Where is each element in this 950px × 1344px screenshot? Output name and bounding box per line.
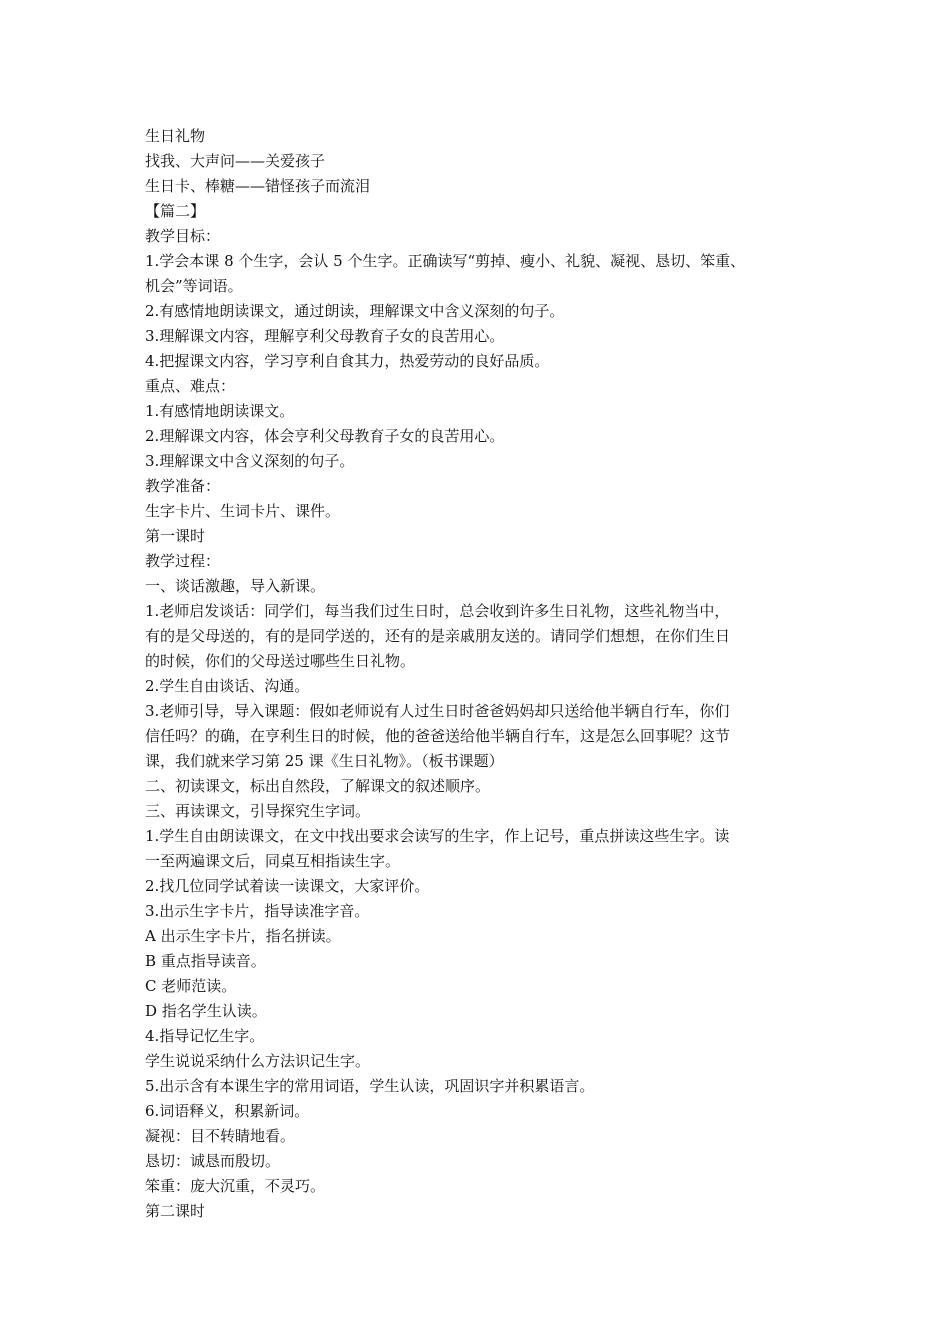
text-line: 生日礼物 (145, 127, 206, 145)
text-line: B 重点指导读音。 (145, 952, 266, 970)
text-line: 1.学会本课 8 个生字，会认 5 个生字。正确读写“剪掉、瘦小、礼貌、凝视、恳切、笨重、 (145, 252, 746, 270)
text-line: 4.把握课文内容，学习亨利自食其力，热爱劳动的良好品质。 (145, 352, 550, 370)
text-line: 重点、难点： (145, 377, 236, 395)
text-line: 一、谈话激趣，导入新课。 (145, 577, 326, 595)
text-line: 4.指导记忆生字。 (145, 1027, 265, 1045)
text-line: 教学过程： (145, 552, 221, 570)
text-line: 3.出示生字卡片，指导读准字音。 (145, 902, 370, 920)
text-line: 第一课时 (145, 527, 206, 545)
text-line: 一至两遍课文后，同桌互相指读生字。 (145, 852, 401, 870)
text-line: 机会”等词语。 (145, 277, 243, 295)
text-line: 2.理解课文内容，体会亨利父母教育子女的良苦用心。 (145, 427, 505, 445)
text-line: 生字卡片、生词卡片、课件。 (145, 502, 341, 520)
text-line: 教学目标： (145, 227, 221, 245)
text-line: 找我、大声问——关爱孩子 (145, 152, 326, 170)
text-line: 恳切：诚恳而殷切。 (145, 1152, 281, 1170)
text-line: 【篇二】 (145, 202, 206, 220)
text-line: 凝视：目不转睛地看。 (145, 1127, 296, 1145)
text-line: 2.有感情地朗读课文，通过朗读，理解课文中含义深刻的句子。 (145, 302, 565, 320)
text-line: 1.有感情地朗读课文。 (145, 402, 295, 420)
text-line: 3.理解课文中含义深刻的句子。 (145, 452, 355, 470)
text-line: 6.词语释义，积累新词。 (145, 1102, 310, 1120)
text-line: 3.理解课文内容，理解亨利父母教育子女的良苦用心。 (145, 327, 505, 345)
text-line: 有的是父母送的，有的是同学送的，还有的是亲戚朋友送的。请同学们想想，在你们生日 (145, 627, 731, 645)
text-line: 5.出示含有本课生字的常用词语，学生认读，巩固识字并积累语言。 (145, 1077, 595, 1095)
text-line: 3.老师引导，导入课题：假如老师说有人过生日时爸爸妈妈却只送给他半辆自行车，你们 (145, 702, 730, 720)
text-line: 生日卡、棒糖——错怪孩子而流泪 (145, 177, 371, 195)
text-line: 教学准备： (145, 477, 221, 495)
text-line: 2.找几位同学试着读一读课文，大家评价。 (145, 877, 430, 895)
text-line: 二、初读课文，标出自然段，了解课文的叙述顺序。 (145, 777, 491, 795)
text-line: 1.学生自由朗读课文，在文中找出要求会读写的生字，作上记号，重点拼读这些生字。读 (145, 827, 730, 845)
text-line: C 老师范读。 (145, 977, 237, 995)
text-line: 信任吗？的确，在亨利生日的时候，他的爸爸送给他半辆自行车，这是怎么回事呢？这节 (145, 727, 731, 745)
text-line: 课，我们就来学习第 25 课《生日礼物》。（板书课题） (145, 752, 504, 770)
text-line: A 出示生字卡片，指名拼读。 (145, 927, 341, 945)
text-line: 的时候，你们的父母送过哪些生日礼物。 (145, 652, 416, 670)
text-line: D 指名学生认读。 (145, 1002, 267, 1020)
text-line: 1.老师启发谈话：同学们，每当我们过生日时，总会收到许多生日礼物，这些礼物当中， (145, 602, 730, 620)
document-page (145, 124, 825, 1224)
text-line: 三、再读课文，引导探究生字词。 (145, 802, 371, 820)
text-line: 2.学生自由谈话、沟通。 (145, 677, 310, 695)
text-line: 学生说说采纳什么方法识记生字。 (145, 1052, 371, 1070)
text-line: 笨重：庞大沉重，不灵巧。 (145, 1177, 326, 1195)
text-line: 第二课时 (145, 1202, 206, 1220)
